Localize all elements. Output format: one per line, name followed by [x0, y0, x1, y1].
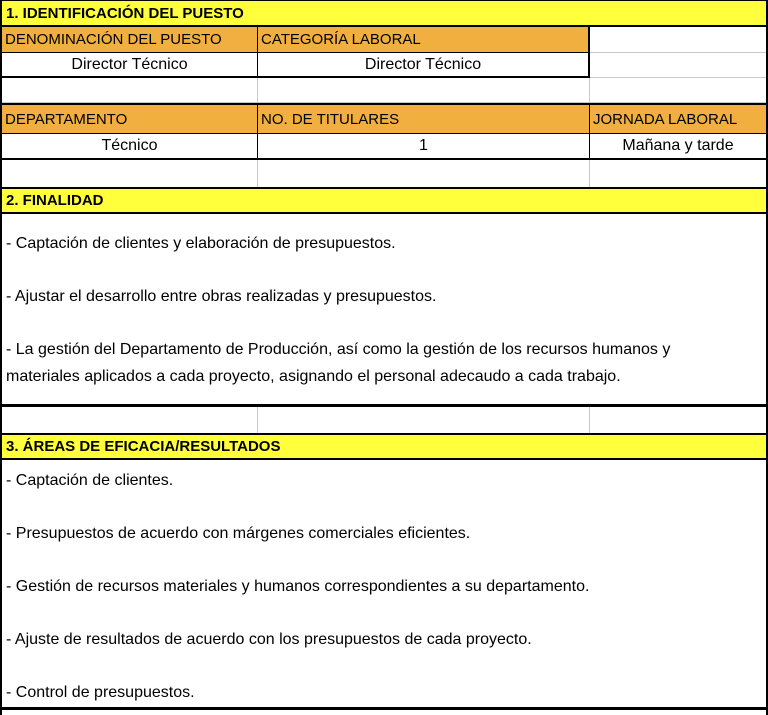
value-cell-jornada[interactable]: Mañana y tarde — [590, 134, 766, 158]
empty-grid-row — [2, 78, 766, 103]
header-cell-denominacion-del-puesto[interactable]: DENOMINACIÓN DEL PUESTO — [2, 27, 258, 53]
areas-line: - Captación de clientes. — [6, 472, 174, 489]
table-departamento-header-row — [2, 103, 766, 134]
empty-cell[interactable] — [590, 78, 766, 102]
empty-cell[interactable] — [258, 78, 590, 102]
table-puesto-header-row — [2, 27, 766, 53]
value-cell-departamento[interactable]: Técnico — [2, 134, 258, 158]
empty-cell[interactable] — [590, 407, 766, 433]
finalidad-line: - La gestión del Departamento de Producción, así como la gestión de los recursos humanos y — [6, 341, 671, 358]
header-cell-departamento[interactable]: DEPARTAMENTO — [2, 105, 258, 133]
table-puesto-value-row — [2, 53, 766, 78]
value-cell-titulares[interactable]: 1 — [258, 134, 590, 158]
areas-line: - Gestión de recursos materiales y humanos correspondientes a su departamento. — [6, 578, 590, 595]
empty-cell[interactable] — [2, 407, 258, 433]
empty-cell[interactable] — [590, 160, 766, 187]
header-cell-jornada-laboral[interactable]: JORNADA LABORAL — [590, 105, 766, 133]
table-departamento-value-row — [2, 134, 766, 160]
section-title-finalidad[interactable]: 2. FINALIDAD — [2, 187, 766, 214]
empty-grid-row — [2, 407, 766, 433]
section-title-identificacion[interactable]: 1. IDENTIFICACIÓN DEL PUESTO — [2, 0, 766, 27]
empty-cell[interactable] — [258, 160, 590, 187]
value-cell-categoria[interactable]: Director Técnico — [258, 53, 590, 78]
areas-line: - Control de presupuestos. — [6, 684, 195, 701]
sheet-bottom-margin — [2, 710, 766, 715]
areas-line: - Presupuestos de acuerdo con márgenes comerciales eficientes. — [6, 525, 471, 542]
empty-cell[interactable] — [2, 160, 258, 187]
finalidad-line: - Ajustar el desarrollo entre obras realizadas y presupuestos. — [6, 288, 437, 305]
finalidad-body-cell[interactable] — [2, 214, 766, 407]
header-cell-categoria-laboral[interactable]: CATEGORÍA LABORAL — [258, 27, 590, 53]
empty-cell[interactable] — [590, 27, 766, 53]
value-cell-denominacion[interactable]: Director Técnico — [2, 53, 258, 78]
areas-body-cell[interactable] — [2, 460, 766, 710]
empty-cell[interactable] — [258, 407, 590, 433]
section-title-areas-eficacia[interactable]: 3. ÁREAS DE EFICACIA/RESULTADOS — [2, 433, 766, 460]
finalidad-line: materiales aplicados a cada proyecto, asignando el personal adecaudo a cada trabajo. — [6, 368, 621, 385]
empty-grid-row — [2, 160, 766, 187]
header-cell-no-de-titulares[interactable]: NO. DE TITULARES — [258, 105, 590, 133]
empty-cell[interactable] — [590, 53, 766, 78]
areas-line: - Ajuste de resultados de acuerdo con los presupuestos de cada proyecto. — [6, 631, 532, 648]
empty-cell[interactable] — [2, 78, 258, 102]
finalidad-line: - Captación de clientes y elaboración de presupuestos. — [6, 235, 396, 252]
